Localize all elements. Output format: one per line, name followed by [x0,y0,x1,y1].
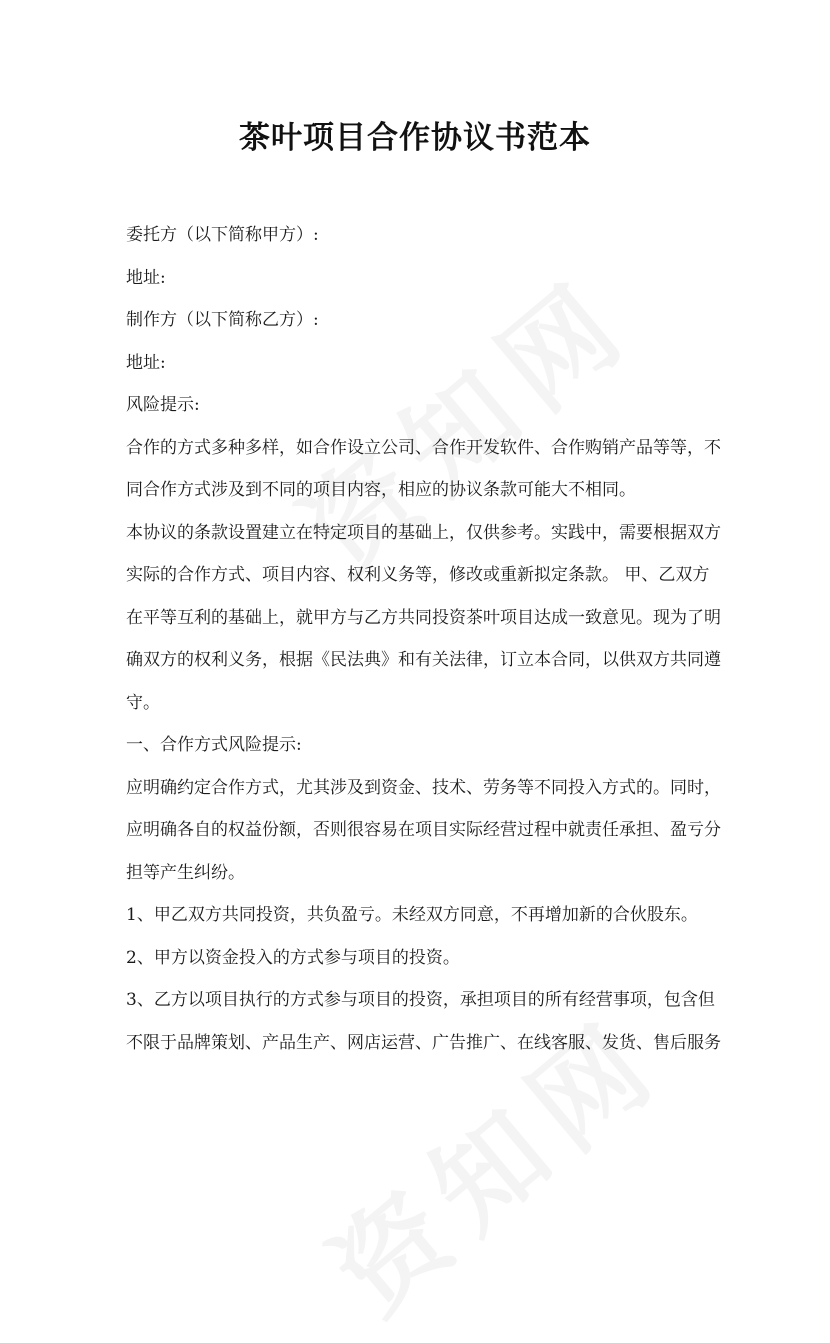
paragraph-line: 确双方的权利义务，根据《民法典》和有关法律，订立本合同，以供双方共同遵 [126,650,721,670]
paragraph-line: 应明确约定合作方式，尤其涉及到资金、技术、劳务等不同投入方式的。同时， [126,777,721,798]
party-a-line: 委托方（以下简称甲方）: [126,225,319,245]
clause-line: 2、甲方以资金投入的方式参与项目的投资。 [126,947,460,968]
section-heading: 一、合作方式风险提示: [126,735,302,755]
paragraph-line: 应明确各自的权益份额，否则很容易在项目实际经营过程中就责任承担、盈亏分 [126,820,721,840]
address-line: 地址: [126,267,166,288]
address-line: 地址: [126,352,166,373]
clause-line: 3、乙方以项目执行的方式参与项目的投资，承担项目的所有经营事项，包含但 [126,990,715,1010]
paragraph-line: 本协议的条款设置建立在特定项目的基础上，仅供参考。实践中，需要根据双方 [126,522,721,543]
paragraph-line: 实际的合作方式、项目内容、权利义务等，修改或重新拟定条款。 甲、乙双方 [126,565,710,585]
paragraph-line: 合作的方式多种多样，如合作设立公司、合作开发软件、合作购销产品等等，不 [126,437,721,458]
party-b-line: 制作方（以下简称乙方）: [126,310,319,330]
paragraph-line: 同合作方式涉及到不同的项目内容，相应的协议条款可能大不相同。 [126,480,636,500]
clause-line: 不限于品牌策划、产品生产、网店运营、广告推广、在线客服、发货、售后服务 [126,1032,721,1053]
risk-heading: 风险提示: [126,395,200,415]
document-body [126,214,721,1064]
paragraph-line: 担等产生纠纷。 [126,862,245,883]
document-title: 茶叶项目合作协议书范本 [239,120,591,156]
paragraph-line: 守。 [126,692,160,713]
paragraph-line: 在平等互利的基础上，就甲方与乙方共同投资茶叶项目达成一致意见。现为了明 [126,607,721,628]
clause-line: 1、甲乙双方共同投资，共负盈亏。未经双方同意，不再增加新的合伙股东。 [126,905,698,925]
